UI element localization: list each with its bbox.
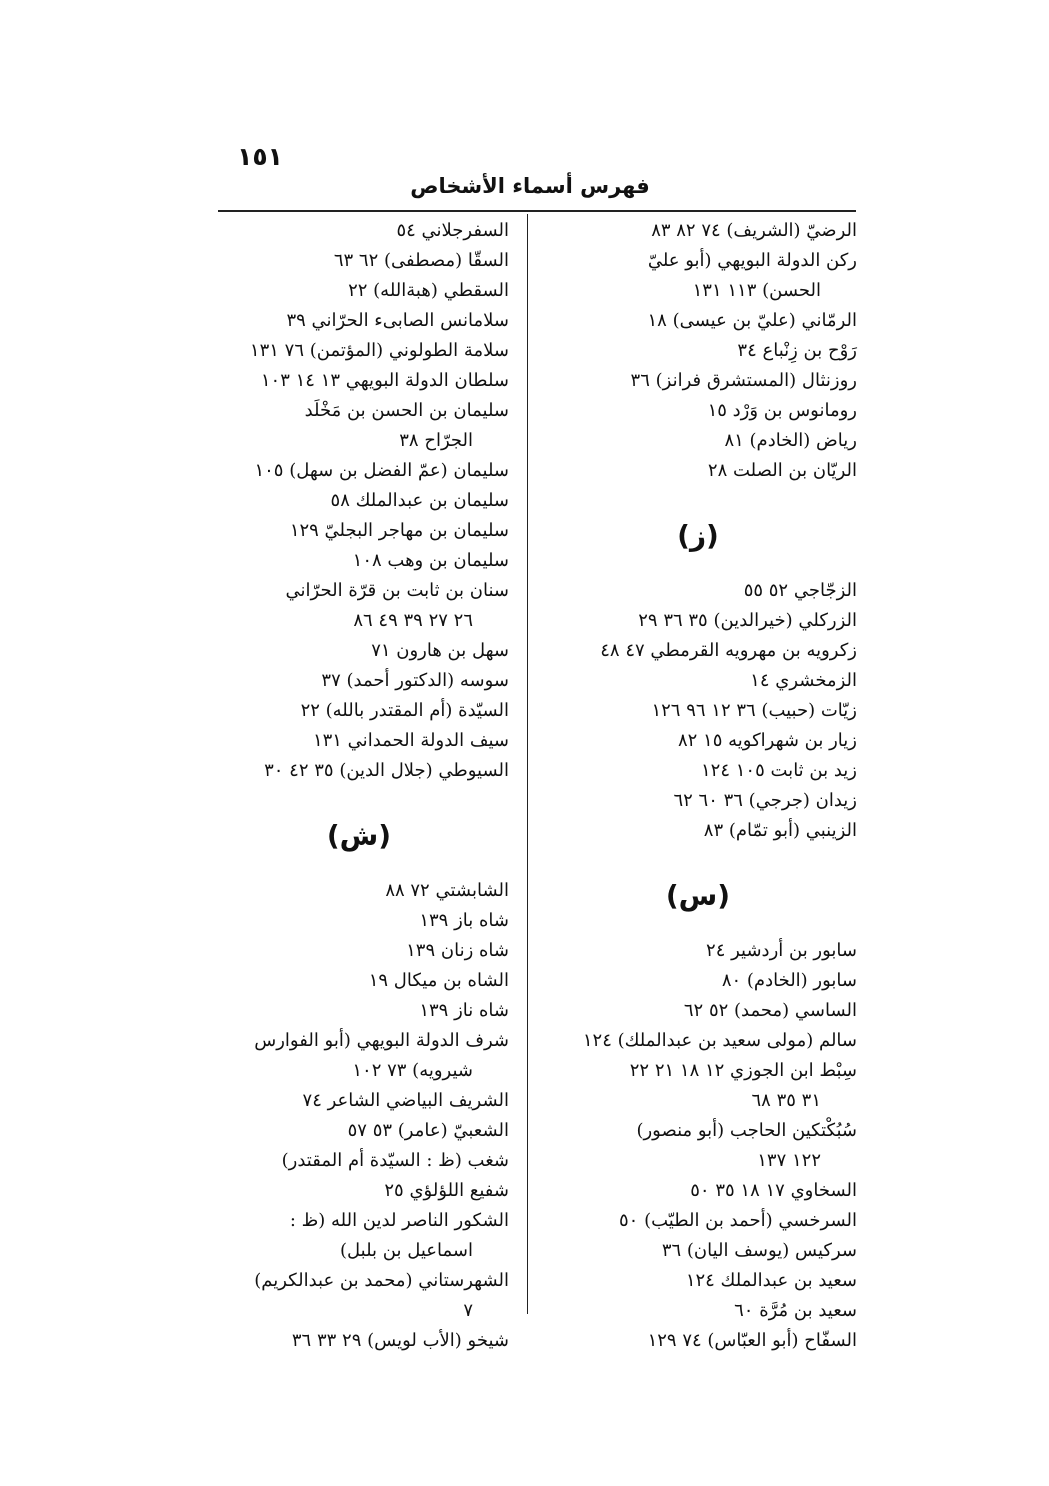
index-entry: السيّدة (أم المقتدر بالله) ٢٢ [300,700,509,721]
page-title: فهرس أسماء الأشخاص [410,174,650,198]
index-entry-continuation: شيرويه) ٧٣ ١٠٢ [352,1060,473,1081]
index-entry: زكرويه بن مهرويه القرمطي ٤٧ ٤٨ [600,640,857,661]
index-entry: السخاوي ١٧ ١٨ ٣٥ ٥٠ [690,1180,857,1201]
index-column-left [209,216,509,1356]
index-entry: سابور (الخادم) ٨٠ [721,970,857,991]
index-entry: سليمان بن مهاجر البجليّ ١٢٩ [289,520,509,541]
index-entry: الشكور الناصر لدين الله (ظ : [289,1210,509,1231]
index-entry-continuation: الحسن) ١١٣ ١٣١ [692,280,821,301]
index-entry: الزجّاجي ٥٢ ٥٥ [743,580,857,601]
page-number: ١٥١ [237,142,283,171]
index-entry: رياض (الخادم) ٨١ [724,430,857,451]
index-entry: سنان بن ثابت بن قرّة الحرّاني [285,580,509,601]
index-column-right [539,216,857,1356]
index-entry: الشعبيّ (عامر) ٥٣ ٥٧ [347,1120,509,1141]
index-entry: زيّات (حبيب) ٣٦ ١٢ ٩٦ ١٢٦ [651,700,857,721]
index-entry: سليمان (عمّ الفضل بن سهل) ١٠٥ [254,460,509,481]
index-entry: الشابشتي ٧٢ ٨٨ [385,880,509,901]
entries-shin [209,876,509,1356]
index-entry: روزنثال (المستشرق فرانز) ٣٦ [630,370,857,391]
index-entry-continuation: الجرّاح ٣٨ [399,430,473,451]
index-entry: رَوْح بن زِنْباع ٣٤ [737,340,857,361]
index-entry-continuation: ٣١ ٣٥ ٦٨ [751,1090,821,1111]
entries-sin [539,936,857,1356]
index-entry: سعيد بن مُرَّة ٦٠ [734,1300,857,1321]
index-entry: سعيد بن عبدالملك ١٢٤ [685,1270,857,1291]
index-entry: سلامانس الصابىء الحرّاني ٣٩ [286,310,509,331]
index-entry: الزمخشري ١٤ [750,670,857,691]
index-entry: السقطي (هبةالله) ٢٢ [348,280,509,301]
index-entry: شاه زنان ١٣٩ [406,940,509,961]
index-entry: سلامة الطولوني (المؤتمن) ٧٦ ١٣١ [249,340,509,361]
index-entry: الشاه بن ميكال ١٩ [368,970,509,991]
index-entry: الريّان بن الصلت ٢٨ [707,460,857,481]
index-entry: سليمان بن وهب ١٠٨ [352,550,509,571]
index-entry: زيد بن ثابت ١٠٥ ١٢٤ [701,760,857,781]
index-entry: سيف الدولة الحمداني ١٣١ [312,730,509,751]
section-header-shin: (ش) [326,819,392,852]
index-entry: زيدان (جرجي) ٣٦ ٦٠ ٦٢ [673,790,857,811]
index-entry: رومانوس بن وَرْد ١٥ [707,400,857,421]
index-entry: سركيس (يوسف اليان) ٣٦ [661,1240,857,1261]
index-entry: الزركلي (خيرالدين) ٣٥ ٣٦ ٢٩ [638,610,857,631]
index-entry: الشهرستاني (محمد بن عبدالكريم) [254,1270,509,1291]
index-entry: سُبُكْتكين الحاجب (أبو منصور) [636,1120,857,1141]
index-entry-continuation: اسماعيل بن بلبل) [340,1240,473,1261]
index-entry: الشريف البياضي الشاعر ٧٤ [302,1090,509,1111]
section-header-zay: (ز) [677,519,719,552]
index-entry: سهل بن هارون ٧١ [371,640,509,661]
index-entry: شغب (ظ : السيّدة أم المقتدر) [281,1150,509,1171]
index-entry: سابور بن أردشير ٢٤ [706,940,857,961]
index-entry: ركن الدولة البويهي (أبو عليّ [647,250,857,271]
index-entry: شيخو (الأب لويس) ٢٩ ٣٣ ٣٦ [291,1330,509,1351]
index-entry: شرف الدولة البويهي (أبو الفوارس [254,1030,509,1051]
index-entry: السفرجلاني ٥٤ [396,220,509,241]
header-rule [218,210,856,212]
index-entry: سالم (مولى سعيد بن عبدالملك) ١٢٤ [582,1030,857,1051]
index-entry: السفّاح (أبو العبّاس) ٧٤ ١٢٩ [647,1330,857,1351]
index-entry-continuation: ١٢٢ ١٣٧ [757,1150,821,1171]
index-entry: السيوطي (جلال الدين) ٣٥ ٤٢ ٣٠ [264,760,509,781]
index-entry: سليمان بن الحسن بن مَخْلَد [304,400,509,421]
index-entry: سوسه (الدكتور أحمد) ٣٧ [321,670,509,691]
index-entry: زيار بن شهراكويه ١٥ ٨٢ [677,730,857,751]
column-divider [527,214,528,1314]
index-entry-continuation: ٧ [463,1300,473,1321]
index-entry: شفيع اللؤلؤي ٢٥ [384,1180,509,1201]
index-entry: سلطان الدولة البويهي ١٣ ١٤ ١٠٣ [260,370,509,391]
index-entry-continuation: ٢٦ ٢٧ ٣٩ ٤٩ ٨٦ [353,610,473,631]
index-entry: سليمان بن عبدالملك ٥٨ [330,490,509,511]
entries-zay [539,576,857,846]
index-entry: سِبْط ابن الجوزي ١٢ ١٨ ٢١ ٢٢ [629,1060,857,1081]
index-entry: شاه ناز ١٣٩ [419,1000,509,1021]
index-entry: الرمّاني (عليّ بن عيسى) ١٨ [647,310,857,331]
index-entry: شاه باز ١٣٩ [419,910,509,931]
entries-ra [539,216,857,486]
index-entry: السقّا (مصطفى) ٦٢ ٦٣ [333,250,509,271]
index-entry: السرخسي (أحمد بن الطيّب) ٥٠ [619,1210,857,1231]
index-entry: الساسي (محمد) ٥٢ ٦٢ [683,1000,857,1021]
index-entry: الزينبي (أبو تمّام) ٨٣ [703,820,857,841]
entries-la [209,216,509,786]
section-header-sin: (س) [665,879,731,912]
index-entry: الرضيّ (الشريف) ٧٤ ٨٢ ٨٣ [651,220,857,241]
